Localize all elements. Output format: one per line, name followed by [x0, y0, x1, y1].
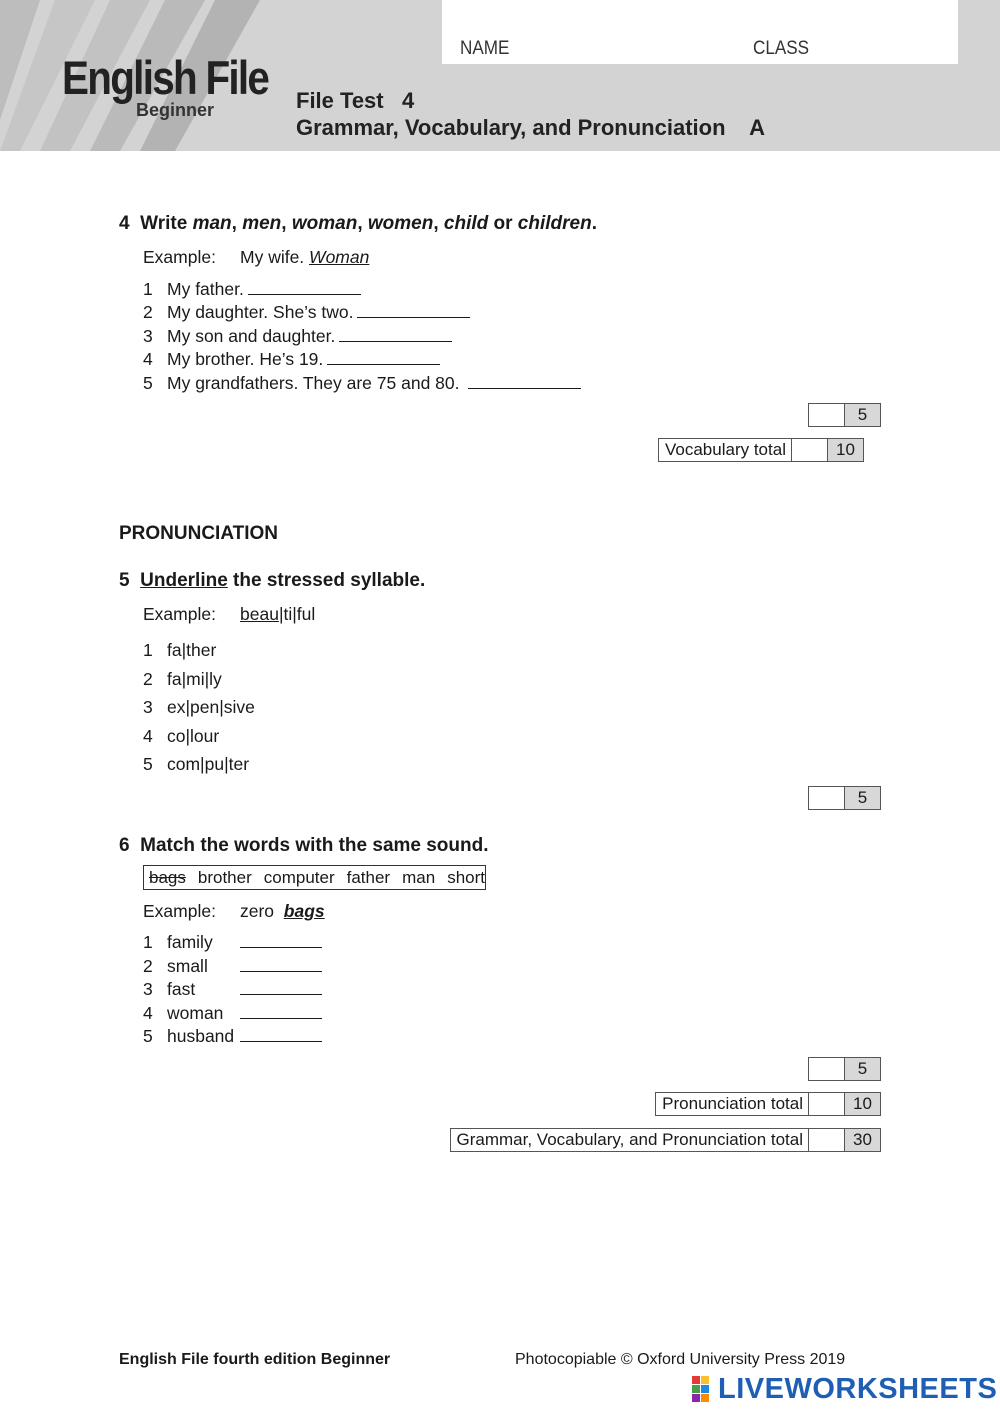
- score-max: 30: [845, 1128, 881, 1152]
- answer-blank[interactable]: [468, 387, 581, 389]
- q5-heading: 5 Underline the stressed syllable.: [119, 570, 426, 591]
- answer-blank[interactable]: [327, 363, 440, 365]
- answer-blank[interactable]: [339, 340, 452, 342]
- q4-item-5: 5 My grandfathers. They are 75 and 80.: [143, 373, 581, 394]
- header-banner: [0, 0, 1000, 151]
- liveworksheets-watermark: [692, 1374, 997, 1404]
- logo-subtitle: Beginner: [136, 100, 215, 120]
- q4-item-4: 4 My brother. He’s 19.: [143, 349, 440, 370]
- footer-copyright: Photocopiable © Oxford University Press 2019: [515, 1351, 846, 1368]
- word-item: brother: [197, 868, 252, 887]
- liveworksheets-icon: [692, 1376, 718, 1402]
- q5-example: Example: beau|ti|ful: [143, 604, 316, 624]
- score-max: 5: [845, 403, 881, 427]
- class-label: CLASS: [753, 38, 810, 59]
- word-item: man: [402, 868, 436, 887]
- word-box: [143, 865, 486, 890]
- name-class-box: [442, 0, 958, 64]
- q6-example: Example: zero bags: [143, 901, 325, 921]
- q6-item-4: 4 woman: [143, 1003, 322, 1024]
- answer-blank[interactable]: [240, 946, 322, 948]
- word-item: father: [346, 868, 391, 887]
- q6-score-box: [808, 1057, 881, 1081]
- vocabulary-total-box: [658, 438, 864, 462]
- word-item: computer: [263, 868, 335, 887]
- q6-heading: 6 Match the words with the same sound.: [119, 835, 489, 856]
- grand-total-box: [450, 1128, 881, 1152]
- name-label: NAME: [460, 38, 510, 59]
- q5-item-5[interactable]: 5 com|pu|ter: [143, 754, 250, 774]
- word-item: bags: [149, 868, 186, 887]
- q4-heading: 4 Write man, men, woman, women, child or children.: [119, 213, 597, 234]
- answer-blank[interactable]: [357, 316, 470, 318]
- section-heading-pronunciation: PRONUNCIATION: [119, 523, 279, 544]
- vocabulary-total-label: Vocabulary total: [658, 438, 791, 462]
- q4-example: Example: My wife. Woman: [143, 247, 370, 267]
- q4-example-answer: Woman: [309, 247, 370, 267]
- q6-item-3: 3 fast: [143, 979, 322, 1000]
- answer-blank[interactable]: [240, 993, 322, 995]
- answer-blank[interactable]: [240, 1017, 322, 1019]
- footer-edition: English File fourth edition Beginner: [119, 1351, 391, 1368]
- q6-item-1: 1 family: [143, 932, 322, 953]
- score-input[interactable]: [808, 1092, 845, 1116]
- q5-item-1[interactable]: 1 fa|ther: [143, 640, 217, 660]
- q4-item-2: 2 My daughter. She’s two.: [143, 302, 470, 323]
- score-input[interactable]: [808, 1128, 845, 1152]
- score-input[interactable]: [791, 438, 828, 462]
- score-max: 10: [845, 1092, 881, 1116]
- q4-item-3: 3 My son and daughter.: [143, 326, 452, 347]
- q5-item-4[interactable]: 4 co|lour: [143, 726, 220, 746]
- score-input[interactable]: [808, 1057, 845, 1081]
- pronunciation-total-box: [655, 1092, 881, 1116]
- q4-number: 4: [119, 213, 130, 234]
- score-max: 5: [845, 1057, 881, 1081]
- logo-title: English File: [62, 51, 269, 104]
- score-input[interactable]: [808, 403, 845, 427]
- q6-item-5: 5 husband: [143, 1026, 322, 1047]
- q5-score-box: [808, 786, 881, 810]
- pronunciation-total-label: Pronunciation total: [655, 1092, 808, 1116]
- q4-score-box: [808, 403, 881, 427]
- score-input[interactable]: [808, 786, 845, 810]
- liveworksheets-text: LIVEWORKSHEETS: [718, 1372, 998, 1405]
- test-subtitle: Grammar, Vocabulary, and Pronunciation A: [296, 115, 766, 140]
- answer-blank[interactable]: [240, 1040, 322, 1042]
- q4-item-1: 1 My father.: [143, 279, 361, 300]
- q6-example-answer: bags: [283, 901, 325, 921]
- word-item: short: [447, 868, 485, 887]
- answer-blank[interactable]: [240, 970, 322, 972]
- q5-item-2[interactable]: 2 fa|mi|ly: [143, 669, 222, 689]
- file-test-title: File Test 4: [296, 88, 415, 113]
- score-max: 5: [845, 786, 881, 810]
- score-max: 10: [828, 438, 864, 462]
- q6-item-2: 2 small: [143, 956, 322, 977]
- grand-total-label: Grammar, Vocabulary, and Pronunciation total: [450, 1128, 808, 1152]
- answer-blank[interactable]: [248, 293, 361, 295]
- q5-item-3[interactable]: 3 ex|pen|sive: [143, 697, 255, 717]
